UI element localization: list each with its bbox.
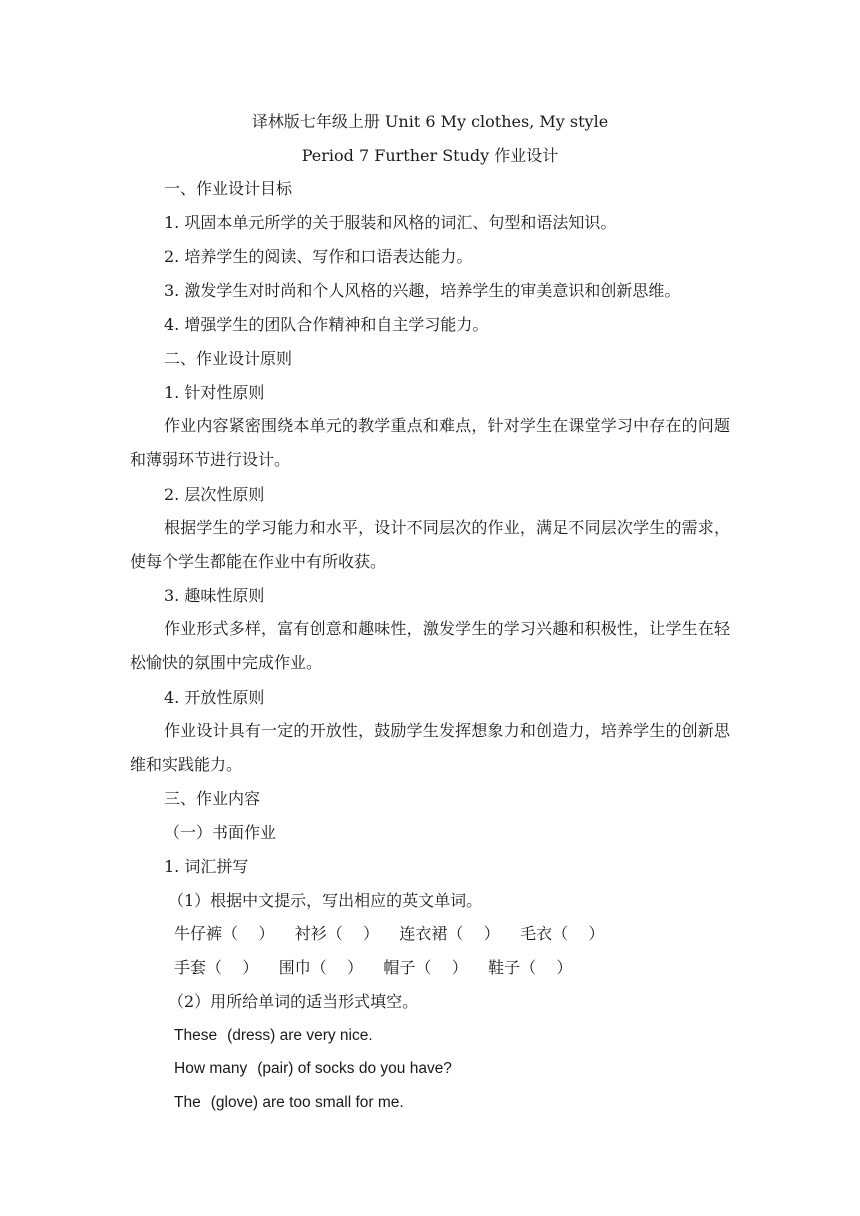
- vocab-row: 牛仔裤（ ） 衬衫（ ） 连衣裙（ ） 毛衣（ ）: [174, 924, 605, 943]
- exercise-item-title: 1. 词汇拼写: [164, 857, 249, 876]
- principle-text: 作业设计具有一定的开放性，鼓励学生发挥想象力和创造力，培养学生的创新思维和实践能力。: [130, 721, 730, 774]
- fill-sentence: [174, 1025, 373, 1047]
- goal-item: 1. 巩固本单元所学的关于服装和风格的词汇、句型和语法知识。: [164, 213, 617, 232]
- goal-item: 4. 增强学生的团队合作精神和自主学习能力。: [164, 315, 489, 334]
- sentence-end: (pair) of socks do you have?: [257, 1060, 452, 1077]
- principle-title: 2. 层次性原则: [164, 485, 265, 504]
- fill-sentence: [174, 1058, 452, 1080]
- exercise-part-instruction: （2）用所给单词的适当形式填空。: [168, 992, 419, 1011]
- fill-sentence: [174, 1092, 404, 1114]
- goal-item: 2. 培养学生的阅读、写作和口语表达能力。: [164, 247, 473, 266]
- title-line-2: Period 7 Further Study 作业设计: [301, 146, 559, 165]
- title-line-1: 译林版七年级上册 Unit 6 My clothes, My style: [251, 112, 609, 131]
- principle-text: 作业内容紧密围绕本单元的教学重点和难点，针对学生在课堂学习中存在的问题和薄弱环节进行设计。: [130, 416, 730, 469]
- exercise-part-instruction: （1）根据中文提示，写出相应的英文单词。: [168, 891, 483, 910]
- principle-text: 作业形式多样，富有创意和趣味性，激发学生的学习兴趣和积极性，让学生在轻松愉快的氛围中完成作业。: [130, 619, 730, 672]
- sentence-start: How many: [174, 1060, 248, 1077]
- section-heading-content: 三、作业内容: [164, 789, 261, 808]
- principle-title: 1. 针对性原则: [164, 383, 265, 402]
- section-heading-goals: 一、作业设计目标: [164, 179, 293, 198]
- sentence-start: The: [174, 1094, 201, 1111]
- sentence-end: (dress) are very nice.: [227, 1027, 373, 1044]
- principle-text: 根据学生的学习能力和水平，设计不同层次的作业，满足不同层次学生的需求，使每个学生都能在作业中有所收获。: [130, 518, 730, 571]
- vocab-row: 手套（ ） 围巾（ ） 帽子（ ） 鞋子（ ）: [174, 958, 573, 977]
- sentence-end: (glove) are too small for me.: [210, 1094, 404, 1111]
- principle-title: 4. 开放性原则: [164, 688, 265, 707]
- sentence-start: These: [174, 1027, 218, 1044]
- goal-item: 3. 激发学生对时尚和个人风格的兴趣，培养学生的审美意识和创新思维。: [164, 281, 681, 300]
- principle-title: 3. 趣味性原则: [164, 586, 265, 605]
- subsection-heading: （一）书面作业: [164, 823, 277, 842]
- section-heading-principles: 二、作业设计原则: [164, 349, 293, 368]
